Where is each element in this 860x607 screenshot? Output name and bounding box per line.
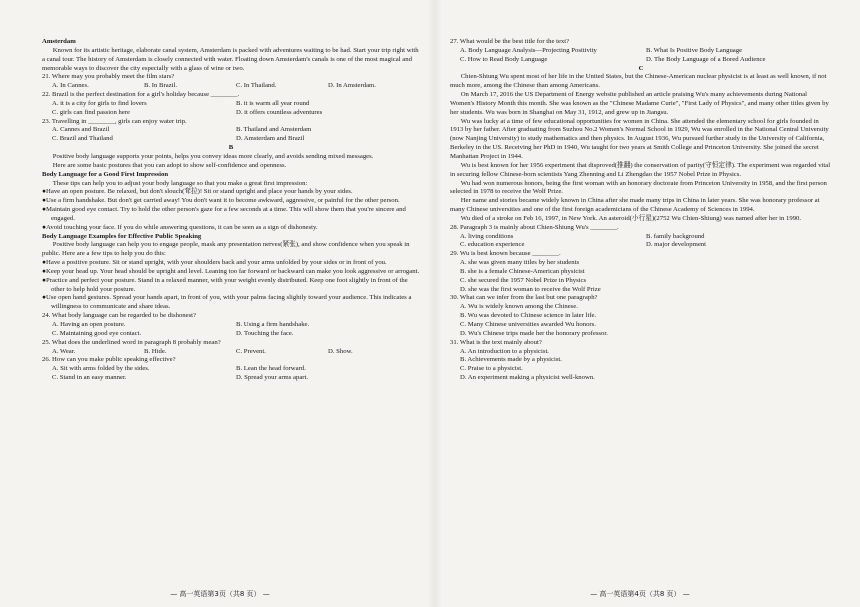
left-page [42, 38, 420, 585]
option: A. Body Language Analysis—Projecting Positivity [460, 46, 597, 54]
option: C. Brazil and Thailand [52, 135, 113, 143]
question-31: 31. What is the text mainly about? [450, 338, 542, 346]
option: B. it is warm all year round [236, 99, 310, 107]
option: B. she is a female Chinese-American physicist [460, 267, 585, 275]
question-30-options [450, 303, 832, 338]
option: B. Thailand and Amsterdam [236, 126, 312, 134]
question-30: 30. What can we infer from the last but one paragraph? [450, 294, 598, 302]
option: A. living conditions [460, 232, 514, 240]
option: D. Amsterdam and Brazil [236, 135, 305, 143]
question-23-options [42, 126, 420, 144]
option: B. What Is Positive Body Language [646, 46, 743, 54]
option: D. The Body Language of a Bored Audience [646, 55, 766, 63]
option: D. Touching the face. [236, 329, 294, 337]
passage-b-para: Positive body language can help you to engage people, mask any presentation nerves(紧张), and show confidence when you speak in public. Here are a few tips to help you do this: [42, 241, 410, 258]
question-23: 23. Travelling in ________, girls can enjoy water trip. [42, 117, 187, 125]
option: A. she was given many titles by her students [460, 259, 580, 267]
option: C. How to Read Body Language [460, 55, 548, 63]
question-29-options [450, 259, 832, 294]
option: C. In Thailand. [236, 82, 277, 90]
bullet-item: ●Use a firm handshake. But don't get carried away! You don't want it to become awkward, aggressive, or painful for the other person. [42, 197, 400, 205]
passage-c-para: Wu was lucky at a time of few educational opportunities for women in China. She attended the elementary school for girls founded in 1913 by her father. After graduating from Suzhou No.2 Women's Normal School in 1929, Wu was enrolled in the National Central University (now Nanjing University) to study mathematics and then physics. In August 1936, Wu pursued further study in the University of California, Berkeley in the US. Receiving her PhD in 1940, Wu taught for two years at Smith College and Princeton University. She joined the secret Manhattan Project in 1944. [450, 117, 829, 160]
right-page [450, 38, 832, 585]
option: B. Using a firm handshake. [236, 321, 310, 328]
bullet-item: ●Avoid touching your face. If you do while answering questions, it can be seen as a sign of dishonesty. [42, 223, 318, 231]
bullet-item: ●Keep your head up. Your head should be upright and level. Leaning too far forward or backward can make you look aggressive or arrogant. [42, 267, 420, 275]
bullet-item: ●Use open hand gestures. Spread your hands apart, in front of you, with your palms facing slightly toward your audience. This indicates a willingness to communicate and share ideas. [42, 294, 412, 311]
option: C. education experience [460, 241, 525, 249]
question-24-options [42, 321, 420, 339]
option: D. Show. [328, 347, 353, 355]
option: C. Stand in an easy manner. [52, 374, 127, 382]
question-28: 28. Paragraph 3 is mainly about Chien-Shiung Wu's ________. [450, 223, 619, 231]
passage-c-para: Chien-Shiung Wu spent most of her life in the United States, but the Chinese-American nuclear physicist is at least as well known, if not much more, among the Chinese than among Americans. [450, 73, 827, 90]
page-fold [428, 0, 442, 607]
option: D. Spread your arms apart. [236, 374, 309, 382]
question-29: 29. Wu is best known because ________. [450, 250, 561, 258]
question-26-options [42, 365, 420, 383]
option: C. girls can find passion here [52, 108, 131, 116]
option: A. Wu is widely known among the Chinese. [460, 303, 578, 311]
option: C. Praise to a physicist. [460, 365, 523, 373]
question-21: 21. Where may you probably meet the film stars? [42, 73, 175, 81]
option: B. In Brazil. [144, 82, 178, 90]
option: B. Lean the head forward. [236, 365, 306, 373]
option: A. In Cannes. [52, 82, 89, 90]
passage-b-para: Here are some basic postures that you can adopt to show self-confidence and openness. [52, 161, 287, 169]
bullet-item: ●Maintain good eye contact. Try to hold the other person's gaze for a few seconds at a time. This will show them that you're sincere and engaged. [42, 206, 406, 222]
passage-c-para: Her name and stories became widely known in China after she made many trips in China in later years. She was honorary professor at many Chinese universities and one of the first foreign academicians of the Chinese Academy of Sciences in 1994. [450, 197, 820, 214]
option: B. family background [646, 232, 705, 240]
bullet-item: ●Have a positive posture. Sit or stand upright, with your shoulders back and your arms unfolded by your sides or in front of you. [42, 259, 387, 267]
section-b-label: B [228, 144, 234, 152]
option: A. Having an open posture. [52, 321, 126, 328]
bullet-item: ●Have an open posture. Be relaxed, but don't slouch(耷拉)! Sit or stand upright and place your hands by your sides. [42, 188, 353, 196]
question-27-options [450, 47, 832, 65]
option: D. it offers countless adventures [236, 108, 323, 116]
option: A. Cannes and Brazil [52, 126, 110, 134]
option: A. An introduction to a physicist. [460, 347, 549, 355]
option: A. it is a city for girls to find lovers [52, 99, 147, 107]
option: C. Many Chinese universities awarded Wu honors. [460, 321, 596, 328]
page-footer-left: — 高一英语第3页（共8 页） — [170, 590, 270, 598]
passage-a-body: Known for its artistic heritage, elaborate canal system, Amsterdam is packed with adventures waiting to be had. Start your trip right with a canal tour. The history of Amsterdam is closely connected with water. Floating down Amsterdam's canals is one of the most magical and memorable ways to discover the city especially with a glass of wine or two. [42, 46, 419, 72]
passage-b-para: Positive body language supports your points, helps you convey ideas more clearly, and avoids sending mixed messages. [52, 152, 374, 160]
passage-b-heading: Body Language Examples for Effective Public Speaking [42, 232, 202, 240]
passage-b-para: These tips can help you to adjust your body language so that you make a great first impression: [52, 179, 308, 187]
passage-c-para: Wu had won numerous honors, being the first woman with an honorary doctorate from Princeton University in 1958, and the first person selected in 1978 to receive the Wolf Prize. [450, 179, 827, 196]
passage-a-title: Amsterdam [42, 38, 76, 45]
passage-c-para: On March 17, 2016 the US Department of Energy website published an article praising Wu's many achievements during National Women's History Month this month. She was known as the "Chinese Madame Curie", "First Lady of Physics", and many other titles given by her students. Wu was born in Shanghai on May 31, 1912, and grew up in Jiangsu. [450, 91, 829, 116]
section-c-label: C [638, 64, 644, 72]
option: D. major development [646, 241, 706, 249]
option: B. Hide. [144, 347, 167, 355]
question-31-options [450, 348, 832, 383]
option: D. An experiment making a physicist well-known. [460, 374, 595, 382]
passage-b-heading: Body Language for a Good First Impression [42, 170, 169, 178]
passage-c-para: Wu is best known for her 1956 experiment that disproved(推翻) the conservation of parity(守恒定律). The experiment was regarded vital in securing fellow Chinese-born scientists Yang Zhenning and Li Zhengdao the 1957 Nobel Prize in Physics. [450, 161, 831, 178]
question-21-options [42, 82, 420, 91]
passage-c-para: Wu died of a stroke on Feb 16, 1997, in New York. An asteroid(小行星)(2752 Wu Chien-Shiung) was named after her in 1990. [460, 214, 802, 222]
question-24: 24. What body language can be regarded to be dishonest? [42, 312, 197, 320]
question-22-options [42, 100, 420, 118]
page-footer-right: — 高一英语第4页（共8 页） — [590, 590, 690, 598]
option: A. Sit with arms folded by the sides. [52, 365, 150, 373]
option: B. Achievements made by a physicist. [460, 356, 562, 364]
question-28-options [450, 233, 832, 251]
option: A. Wear. [52, 347, 76, 355]
option: C. Maintaining good eye contact. [52, 329, 142, 337]
question-27: 27. What would be the best title for the text? [450, 38, 570, 45]
option: D. In Amsterdam. [328, 82, 376, 90]
question-26: 26. How can you make public speaking effective? [42, 356, 176, 364]
bullet-item: ●Practice and perfect your posture. Stand in a relaxed manner, with your weight evenly distributed. Keep one foot slightly in front of the other to help hold your posture. [42, 276, 408, 293]
option: C. Prevent. [236, 347, 266, 355]
option: B. Wu was devoted to Chinese science in later life. [460, 312, 597, 320]
option: D. Wu's Chinese trips made her the honorary professor. [460, 329, 608, 337]
question-25: 25. What does the underlined word in paragraph 8 probably mean? [42, 338, 221, 346]
option: D. she was the first woman to receive the Wolf Prize [460, 285, 601, 293]
question-25-options [42, 348, 420, 357]
option: C. she secured the 1957 Nobel Prize in Physics [460, 276, 587, 284]
question-22: 22. Brazil is the perfect destination for a girl's holiday because ________. [42, 91, 240, 99]
